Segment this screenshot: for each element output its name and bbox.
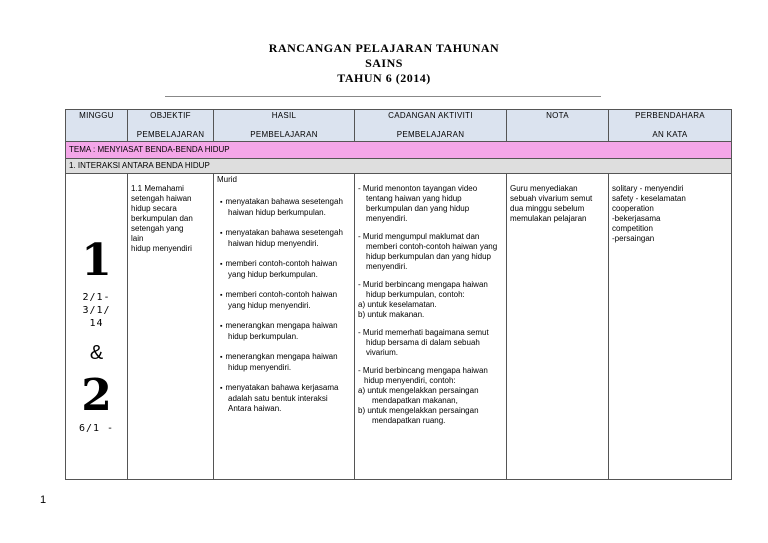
week-1: 1: [81, 235, 112, 286]
week-2-date-start: 6/1 -: [78, 423, 115, 434]
objektif-line: hidup secara: [131, 204, 177, 213]
header-hasil: HASIL PEMBELAJARAN: [214, 110, 355, 142]
header-objektif: OBJEKTIF PEMBELAJARAN: [128, 110, 214, 142]
header-nota: NOTA: [507, 110, 609, 142]
nota-line: memulakan pelajaran: [510, 214, 587, 223]
ampersand: &: [89, 342, 104, 364]
lesson-plan-table: [65, 109, 732, 480]
cadangan-activity: - Murid berbincang mengapa haiwan hidup menyendiri, contoh: a) untuk mengelakkan persaingan mendapatkan makanan, b) untuk mengelakkan persaingan mendapatkan ruang.: [358, 366, 488, 425]
hasil-item: ▪ menerangkan mengapa haiwan hidup menyendiri.: [217, 352, 351, 373]
vocab-line: solitary - menyendiri: [612, 184, 684, 193]
vocab-line: competition: [612, 224, 653, 233]
interaksi-label: 1. INTERAKSI ANTARA BENDA HIDUP: [66, 159, 732, 174]
header-row: [66, 110, 732, 142]
tema-row: [66, 142, 732, 159]
week-1-date-end: 3/1/: [82, 305, 111, 316]
cadangan-activity: - Murid mengumpul maklumat dan memberi contoh-contoh haiwan yang hidup berkumpulan dan yang hidup menyendiri.: [358, 232, 498, 271]
hasil-item: ▪ memberi contoh-contoh haiwan yang hidup berkumpulan.: [217, 259, 351, 280]
cadangan-activity: - Murid memerhati bagaimana semut hidup bersama di dalam sebuah vivarium.: [358, 328, 489, 357]
cadangan-cell: [355, 174, 507, 480]
hasil-cell: [214, 174, 355, 480]
week-1-date-year: 14: [89, 318, 104, 329]
week-1-date-start: 2/1-: [82, 292, 111, 303]
document-title: RANCANGAN PELAJARAN TAHUNAN: [268, 41, 500, 55]
document-year: TAHUN 6 (2014): [337, 71, 431, 85]
objektif-line: lain: [131, 234, 144, 243]
tema-label: TEMA : MENYIASAT BENDA-BENDA HIDUP: [66, 142, 732, 159]
title-divider: [165, 96, 601, 97]
perbendaharaan-cell: [609, 174, 732, 480]
document-subject: SAINS: [365, 56, 403, 70]
vocab-line: -persaingan: [612, 234, 655, 243]
week-2: 2: [81, 370, 112, 421]
minggu-cell: [66, 174, 128, 480]
hasil-item: ▪ memberi contoh-contoh haiwan yang hidup menyendiri.: [217, 290, 351, 311]
page-number: 1: [40, 494, 47, 506]
hasil-item: ▪ menyatakan bahawa sesetengah haiwan hidup berkumpulan.: [217, 197, 351, 218]
vocab-line: safety - keselamatan: [612, 194, 686, 203]
hasil-murid-label: Murid: [217, 175, 238, 184]
nota-line: dua minggu sebelum: [510, 204, 585, 213]
nota-cell: [507, 174, 609, 480]
header-cadangan: CADANGAN AKTIVITI PEMBELAJARAN: [355, 110, 507, 142]
cadangan-activity: - Murid berbincang mengapa haiwan hidup berkumpulan, contoh: a) untuk keselamatan. b) untuk makanan.: [358, 280, 488, 319]
objektif-line: hidup menyendiri: [131, 244, 192, 253]
header-minggu: MINGGU: [66, 110, 128, 142]
hasil-item: ▪ menyatakan bahawa kerjasama adalah satu bentuk interaksi Antara haiwan.: [217, 383, 351, 414]
objektif-line: berkumpulan dan: [131, 214, 193, 223]
objektif-cell: [128, 174, 214, 480]
objektif-line: setengah yang: [131, 224, 184, 233]
objektif-line: setengah haiwan: [131, 194, 192, 203]
content-row: [66, 174, 732, 480]
header-perbendaharaan: PERBENDAHARA AN KATA: [609, 110, 732, 142]
hasil-item: ▪ menerangkan mengapa haiwan hidup berkumpulan.: [217, 321, 351, 342]
nota-line: Guru menyediakan: [510, 184, 578, 193]
objektif-line: 1.1 Memahami: [131, 184, 184, 193]
hasil-item: ▪ menyatakan bahawa sesetengah haiwan hidup menyendiri.: [217, 228, 351, 249]
interaksi-row: [66, 159, 732, 174]
vocab-line: cooperation: [612, 204, 654, 213]
cadangan-activity: - Murid menonton tayangan video tentang haiwan yang hidup berkumpulan dan yang hidup menyendiri.: [358, 184, 478, 223]
nota-line: sebuah vivarium semut: [510, 194, 593, 203]
vocab-line: -bekerjasama: [612, 214, 661, 223]
